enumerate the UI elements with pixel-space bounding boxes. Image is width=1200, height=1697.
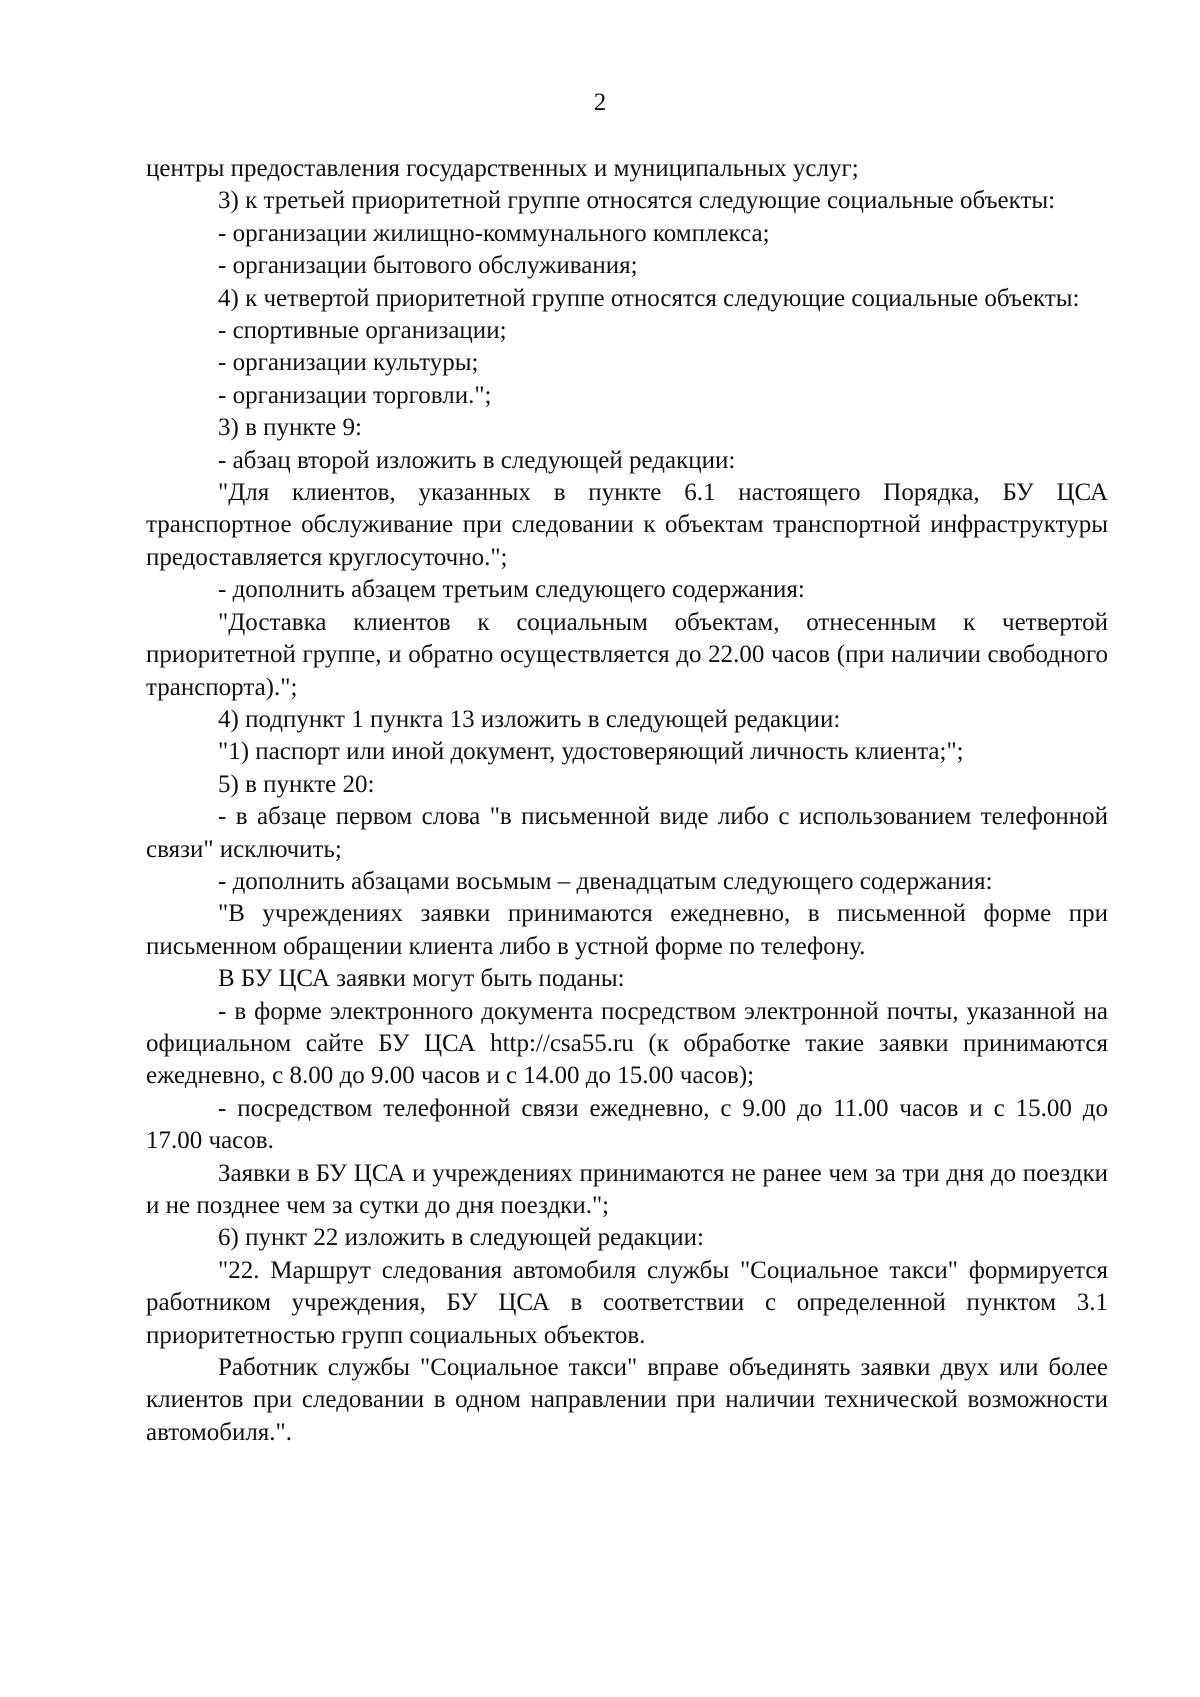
list-item-sports: - спортивные организации; [218, 317, 507, 345]
paragraph-mfc-centers: центры предоставления государственных и муниципальных услуг; [146, 155, 859, 182]
list-item-culture: - организации культуры; [218, 349, 479, 377]
paragraph-clause-20: 5) в пункте 20: [218, 770, 375, 798]
list-item-household-services: - организации бытового обслуживания; [218, 252, 638, 280]
paragraph-clause-20-quote-1: "В учреждениях заявки принимаются ежедневно, в письменной форме при письменном обращении клиента либо в устной форме по телефону. [146, 900, 1108, 960]
paragraph-clause-9-quote-2: "Доставка клиентов к социальным объектам, отнесенным к четвертой приоритетной группе, и обратно осуществляется до 22.00 часов (при наличии свободного транспорта)."; [146, 608, 1108, 701]
paragraph-clause-9-quote-1: "Для клиентов, указанных в пункте 6.1 настоящего Порядка, БУ ЦСА транспортное обслуживание при следовании к объектам транспортной инфраструктуры предоставляется круглосуточно."; [146, 479, 1108, 571]
paragraph-fourth-group: 4) к четвертой приоритетной группе относятся следующие социальные объекты: [218, 284, 1080, 312]
paragraph-clause-20-phone: - посредством телефонной связи ежедневно, с 9.00 до 11.00 часов и с 15.00 до 17.00 часов. [146, 1094, 1108, 1155]
paragraph-clause-20-quote-2: В БУ ЦСА заявки могут быть поданы: [218, 965, 625, 993]
paragraph-clause-9-second: - абзац второй изложить в следующей редакции: [218, 446, 736, 474]
paragraph-clause-9: 3) в пункте 9: [218, 414, 362, 442]
paragraph-clause-13-quote: "1) паспорт или иной документ, удостоверяющий личность клиента;"; [218, 738, 964, 766]
list-item-trade: - организации торговли."; [218, 381, 492, 409]
paragraph-clause-20-first: - в абзаце первом слова "в письменной виде либо с использованием телефонной связи" исключить; [146, 803, 1108, 863]
paragraph-clause-9-third: - дополнить абзацем третьим следующего содержания: [218, 576, 805, 604]
paragraph-clause-22-merge: Работник службы "Социальное такси" вправе объединять заявки двух или более клиентов при следовании в одном направлении при наличии технической возможности автомобиля.". [146, 1354, 1108, 1446]
paragraph-clause-22-quote: "22. Маршрут следования автомобиля службы "Социальное такси" формируется работником учреждения, БУ ЦСА в соответствии с определенной пунктом 3.1 приоритетностью групп социальных объектов. [146, 1256, 1108, 1349]
paragraph-clause-20-add: - дополнить абзацами восьмым – двенадцатым следующего содержания: [218, 867, 993, 895]
paragraph-clause-20-email: - в форме электронного документа посредством электронной почты, указанной на официальном сайте БУ ЦСА http://csa55.ru (к обработке такие заявки принимаются ежедневно, с 8.00 до 9.00 часов и с 14.00 до 15.00 часов); [146, 997, 1108, 1090]
paragraph-third-group: 3) к третьей приоритетной группе относятся следующие социальные объекты: [218, 187, 1056, 215]
list-item-housing: - организации жилищно-коммунального комплекса; [218, 219, 770, 247]
paragraph-clause-13: 4) подпункт 1 пункта 13 изложить в следующей редакции: [218, 705, 841, 733]
paragraph-clause-22: 6) пункт 22 изложить в следующей редакции: [218, 1224, 704, 1252]
page-number: 2 [593, 89, 607, 116]
document-body [146, 153, 1108, 1449]
paragraph-clause-20-deadline: Заявки в БУ ЦСА и учреждениях принимаются не ранее чем за три дня до поездки и не позднее чем за сутки до дня поездки."; [146, 1159, 1108, 1219]
